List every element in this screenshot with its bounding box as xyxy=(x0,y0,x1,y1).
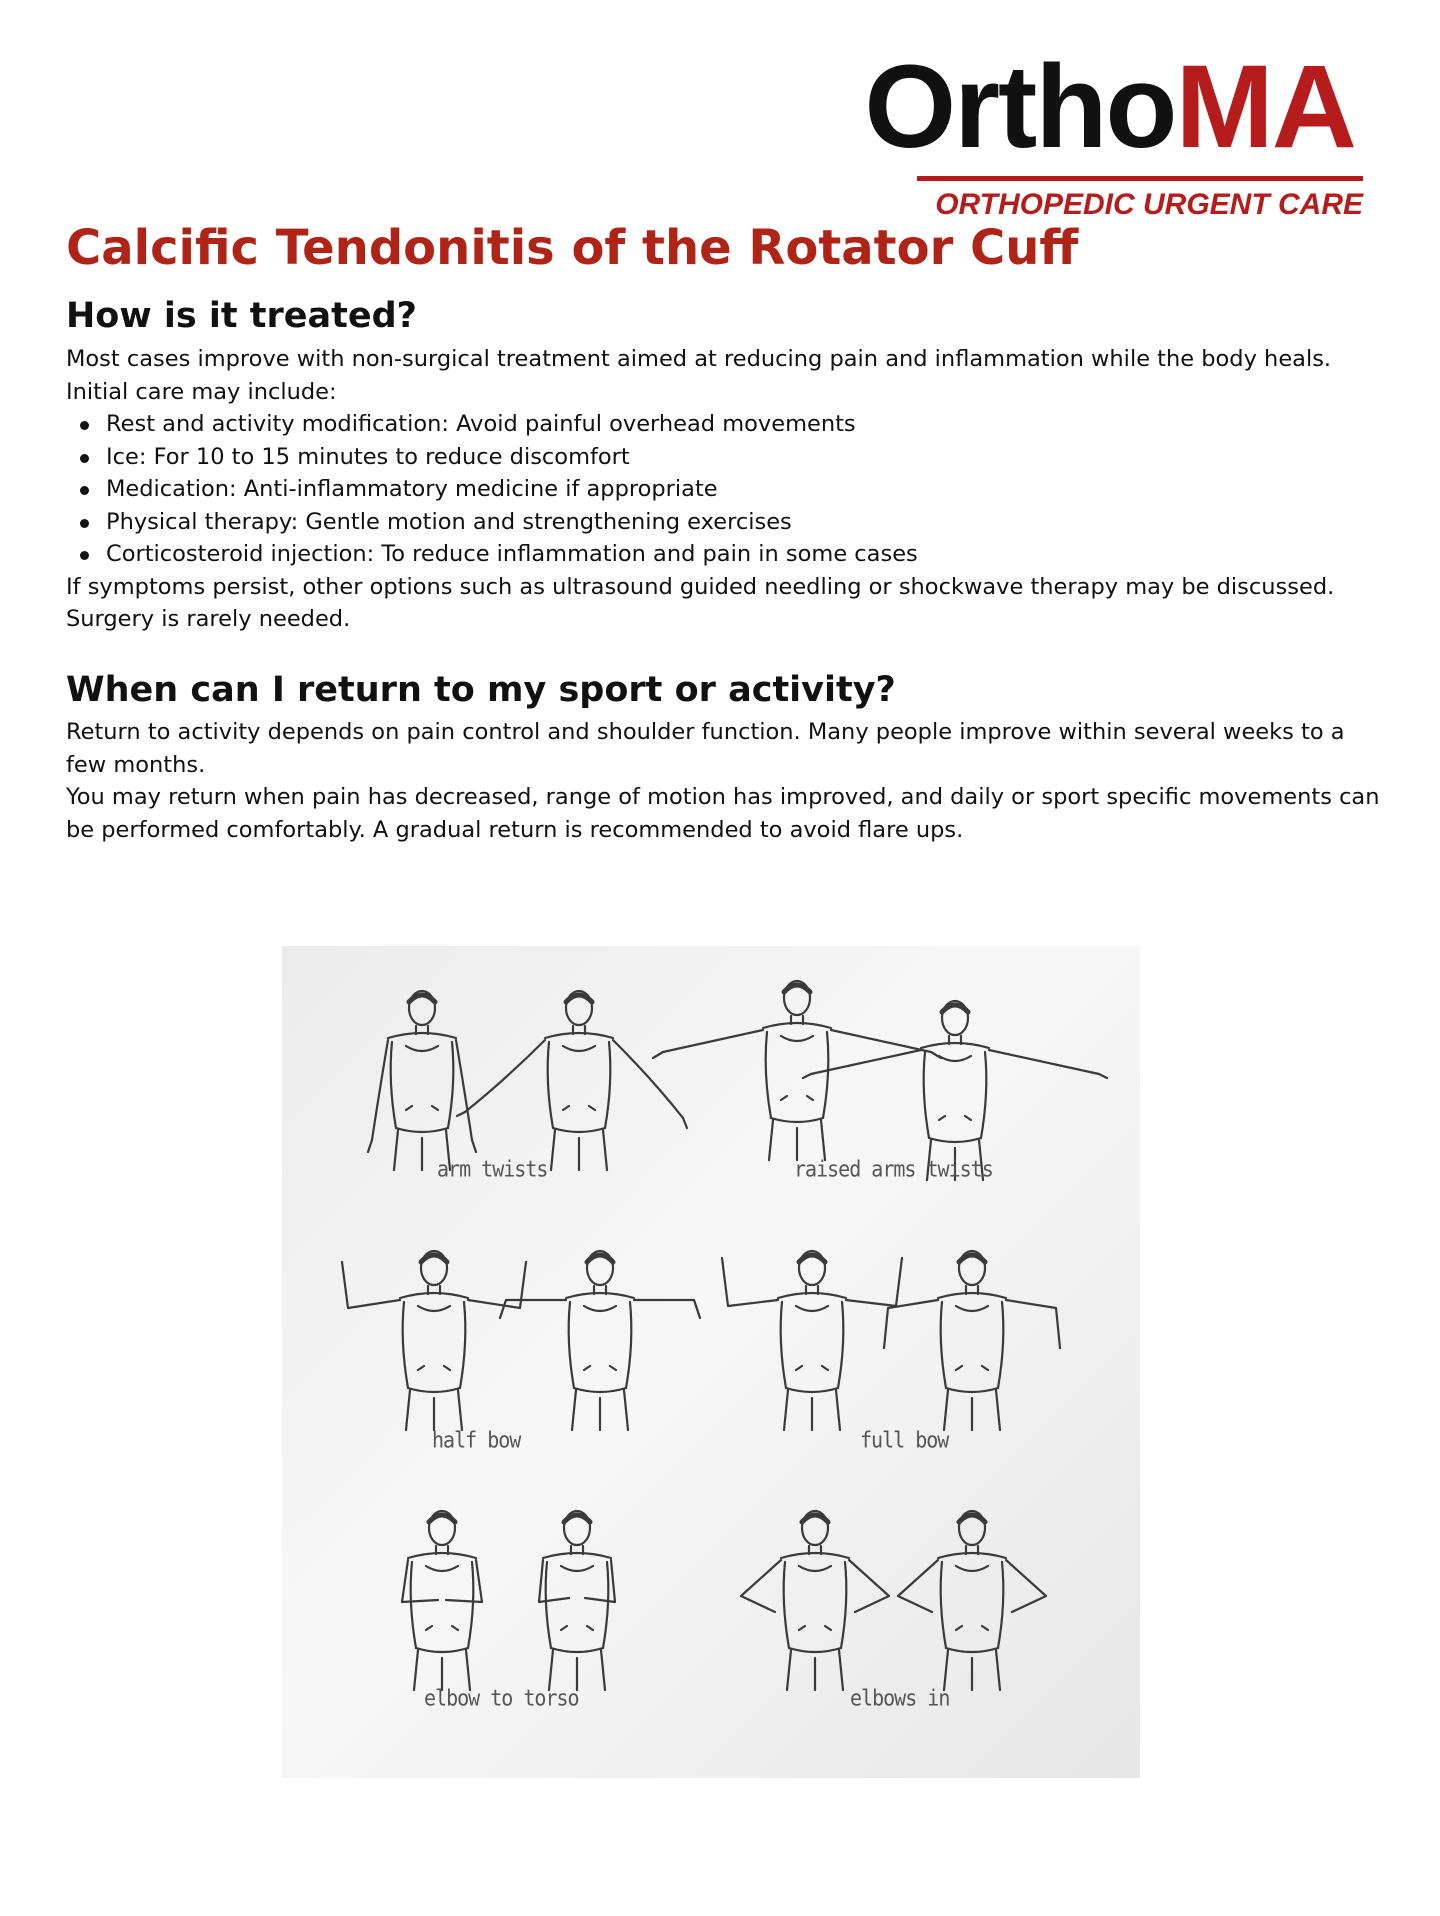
logo-wordmark: OrthoMA xyxy=(864,41,1355,173)
treatment-intro: Most cases improve with non-surgical treatment aimed at reducing pain and inflammation while the body heals. xyxy=(66,346,1332,372)
exercise-illustration xyxy=(282,946,1140,1778)
caption-raised-arms-twists: raised arms twists xyxy=(794,1155,993,1183)
logo-underline xyxy=(917,176,1363,181)
caption-elbow-to-torso: elbow to torso xyxy=(424,1684,579,1712)
figure-raised-arms-1 xyxy=(653,981,941,1160)
list-item: Physical therapy: Gentle motion and strengthening exercises xyxy=(66,506,1386,539)
figure-elbows-in-1 xyxy=(741,1511,889,1690)
return-paragraph-2: You may return when pain has decreased, range of motion has improved, and daily or sport specific movements can be performed comfortably. A gradual return is recommended to avoid flare ups. xyxy=(66,784,1380,843)
figure-arm-twists-1 xyxy=(368,991,476,1170)
page-title: Calcific Tendonitis of the Rotator Cuff xyxy=(66,220,1079,276)
treatment-body xyxy=(66,343,1386,636)
treatment-intro-2: Initial care may include: xyxy=(66,378,337,405)
list-item: Ice: For 10 to 15 minutes to reduce discomfort xyxy=(66,441,1386,474)
figure-elbow-to-torso-1 xyxy=(402,1511,482,1690)
return-body xyxy=(66,716,1386,846)
caption-half-bow: half bow xyxy=(432,1426,521,1454)
logo-tagline: ORTHOPEDIC URGENT CARE xyxy=(935,188,1363,221)
treatment-outro: If symptoms persist, other options such as ultrasound guided needling or shockwave therapy may be discussed. xyxy=(66,573,1335,600)
figure-full-bow-1 xyxy=(722,1251,902,1430)
exercise-figures xyxy=(282,946,1140,1778)
list-item: Rest and activity modification: Avoid painful overhead movements xyxy=(66,408,1386,441)
section-heading-return: When can I return to my sport or activity? xyxy=(66,670,896,710)
figure-elbow-to-torso-2 xyxy=(539,1511,615,1690)
figure-elbows-in-2 xyxy=(898,1511,1046,1690)
caption-full-bow: full bow xyxy=(860,1426,949,1454)
caption-arm-twists: arm twists xyxy=(437,1155,548,1183)
section-heading-treatment: How is it treated? xyxy=(66,296,417,336)
treatment-list xyxy=(66,408,1386,571)
figure-full-bow-2 xyxy=(884,1251,1060,1430)
caption-elbows-in: elbows in xyxy=(850,1684,950,1712)
figure-arm-twists-2 xyxy=(457,991,687,1170)
figure-half-bow-2 xyxy=(500,1251,700,1430)
orthoma-logo xyxy=(864,41,1375,221)
figure-half-bow-1 xyxy=(342,1251,526,1430)
treatment-outro-2: Surgery is rarely needed. xyxy=(66,606,351,632)
list-item: Corticosteroid injection: To reduce inflammation and pain in some cases xyxy=(66,538,1386,571)
return-paragraph-1: Return to activity depends on pain control and shoulder function. Many people improve within several weeks to a few months. xyxy=(66,719,1345,778)
list-item: Medication: Anti-inflammatory medicine if appropriate xyxy=(66,473,1386,506)
figure-raised-arms-2 xyxy=(803,1001,1107,1180)
